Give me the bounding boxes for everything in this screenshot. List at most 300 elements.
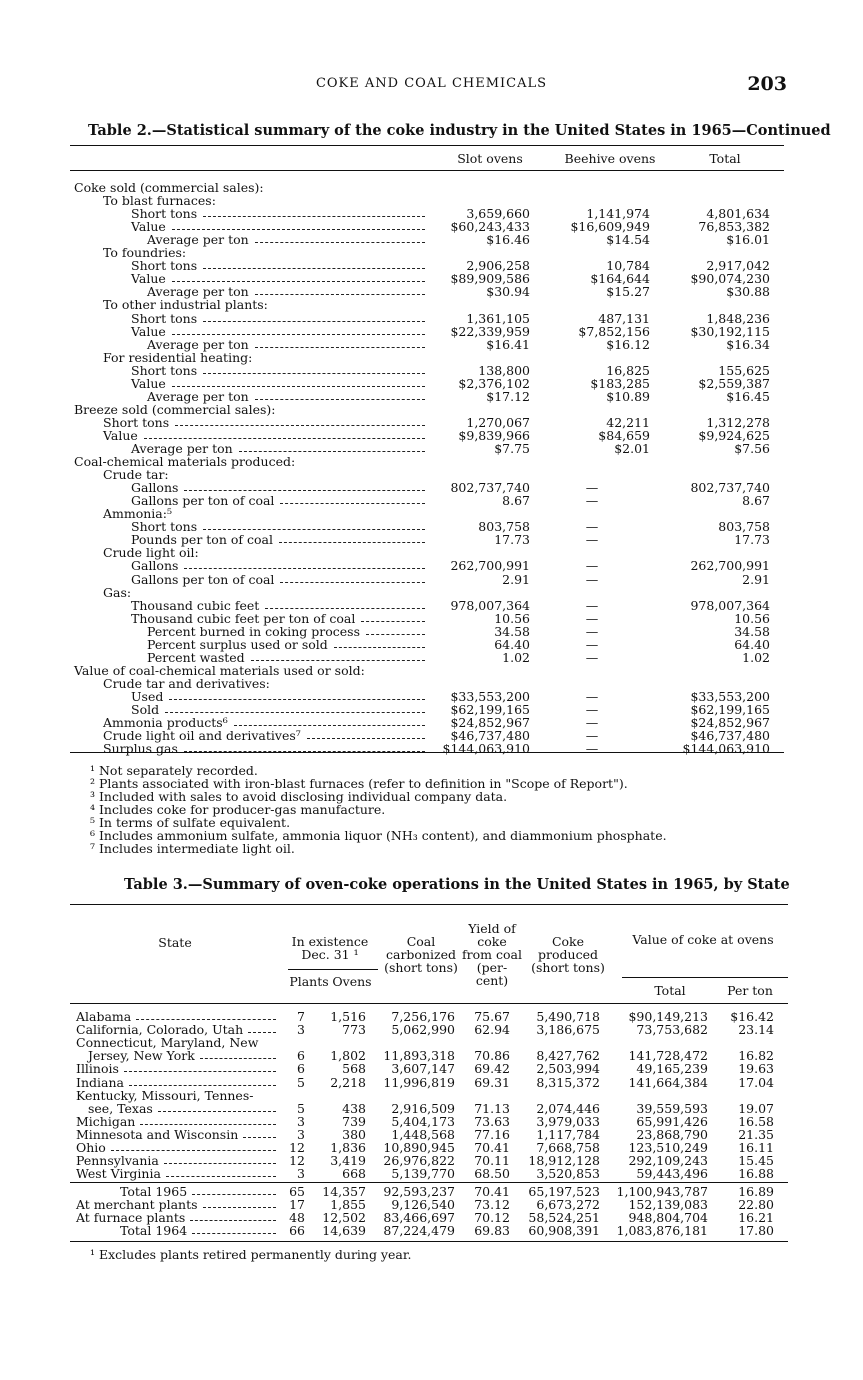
table2-row xyxy=(0,377,863,390)
cell-value: 71.13 xyxy=(474,1100,510,1116)
table2-row xyxy=(0,703,863,716)
cell-value: 668 xyxy=(342,1166,366,1182)
table2-row xyxy=(0,364,863,377)
table2-row xyxy=(0,690,863,703)
footnote: ² Plants associated with iron-blast furnaces (refer to definition in "Scope of Report"). xyxy=(90,776,628,791)
cell-value: 141,728,472 xyxy=(628,1048,708,1064)
cell-value: 1.02 xyxy=(742,649,770,665)
cell-value: $30.94 xyxy=(486,284,530,300)
cell-value: 1,141,974 xyxy=(586,206,650,222)
cell-value: — xyxy=(585,741,599,757)
cell-value: 87,224,479 xyxy=(383,1223,455,1239)
cell-value: 10.56 xyxy=(494,610,530,626)
cell-value: 803,758 xyxy=(718,519,770,535)
table2-row xyxy=(0,338,863,351)
row-label: Percent wasted xyxy=(147,649,245,665)
cell-value: $16.45 xyxy=(726,388,770,404)
cell-value: 34.58 xyxy=(494,623,530,639)
table2-row xyxy=(0,298,863,311)
state-name: Michigan xyxy=(76,1113,136,1129)
cell-value: 77.16 xyxy=(474,1126,510,1142)
table3-head-total: Total xyxy=(654,983,686,998)
row-label: Average per ton xyxy=(147,232,249,248)
cell-value: 12 xyxy=(289,1153,305,1169)
table2-row xyxy=(0,468,863,481)
cell-value: 1,448,568 xyxy=(391,1126,455,1142)
cell-value: 2,906,258 xyxy=(466,258,530,274)
cell-value: 2,503,994 xyxy=(536,1061,600,1077)
leader-dots xyxy=(203,321,425,322)
cell-value: 70.41 xyxy=(474,1140,510,1155)
cell-value: 3,979,033 xyxy=(536,1113,600,1129)
cell-value: 141,664,384 xyxy=(628,1074,708,1090)
table2-title: Table 2.—Statistical summary of the coke industry in the United States in 1965—Continued xyxy=(88,122,831,139)
cell-value: 8,315,372 xyxy=(536,1074,600,1090)
table3-row xyxy=(0,1076,863,1089)
cell-value: 9,126,540 xyxy=(391,1196,455,1212)
cell-value: 3 xyxy=(297,1126,305,1142)
leader-dots xyxy=(144,438,425,439)
cell-value: 438 xyxy=(342,1100,366,1116)
cell-value: 17.73 xyxy=(734,532,770,548)
table3-row xyxy=(0,1115,863,1128)
table3-header-rule xyxy=(70,1003,788,1004)
footnote: ⁶ Includes ammonium sulfate, ammonia liquor (NH₃ content), and diammonium phosphate. xyxy=(90,828,667,843)
footnote: ¹ Not separately recorded. xyxy=(90,763,258,778)
table3-row xyxy=(0,1128,863,1141)
cell-value: 1,117,784 xyxy=(536,1126,600,1142)
cell-value: 16.21 xyxy=(738,1210,774,1226)
cell-value: $89,909,586 xyxy=(450,271,530,287)
cell-value: 23,868,790 xyxy=(636,1126,708,1142)
cell-value: 487,131 xyxy=(598,310,650,326)
footnote: ⁷ Includes intermediate light oil. xyxy=(90,841,295,856)
cell-value: 42,211 xyxy=(606,414,650,430)
cell-value: $183,285 xyxy=(590,375,650,391)
table2-row xyxy=(0,233,863,246)
cell-value: 70.12 xyxy=(474,1210,510,1226)
cell-value: 8.67 xyxy=(502,493,530,509)
table2-row xyxy=(0,220,863,233)
cell-value: $33,553,200 xyxy=(690,688,770,704)
cell-value: 3 xyxy=(297,1166,305,1182)
cell-value: 978,007,364 xyxy=(690,597,770,613)
cell-value: $7,852,156 xyxy=(578,323,650,339)
cell-value: 568 xyxy=(342,1061,366,1077)
table3-row xyxy=(0,1010,863,1023)
cell-value: $16.42 xyxy=(730,1009,774,1024)
leader-dots xyxy=(280,503,425,504)
row-label: Ammonia products⁶ xyxy=(103,715,228,731)
table2-row xyxy=(0,481,863,494)
row-label: To foundries: xyxy=(103,245,187,261)
row-label: Sold xyxy=(131,702,160,717)
cell-value: $2,559,387 xyxy=(698,375,770,391)
cell-value: 10,890,945 xyxy=(383,1140,455,1155)
cell-value: 11,996,819 xyxy=(383,1074,455,1090)
cell-value: $46,737,480 xyxy=(450,728,530,744)
cell-value: 69.42 xyxy=(474,1061,510,1077)
table3-footnote: ¹ Excludes plants retired permanently during year. xyxy=(90,1247,412,1262)
table3-value-rule xyxy=(622,977,788,978)
total-label: Total 1964 xyxy=(120,1223,188,1239)
cell-value: 6 xyxy=(297,1061,305,1077)
table3-head-ovens: Ovens xyxy=(332,974,372,989)
cell-value: — xyxy=(585,571,599,587)
row-label: Gallons per ton of coal xyxy=(131,571,275,587)
leader-dots xyxy=(203,529,425,530)
table2-row xyxy=(0,455,863,468)
cell-value: 155,625 xyxy=(718,362,770,378)
cell-value: $16.01 xyxy=(726,232,770,248)
state-name: Alabama xyxy=(76,1009,132,1024)
cell-value: 802,737,740 xyxy=(690,480,770,496)
cell-value: 70.86 xyxy=(474,1048,510,1064)
cell-value: 773 xyxy=(342,1022,366,1038)
cell-value: 3,659,660 xyxy=(466,206,530,222)
table2-row xyxy=(0,651,863,664)
row-label: Crude light oil and derivatives⁷ xyxy=(103,728,301,744)
table2-col-total: Total xyxy=(709,151,741,166)
cell-value: 19.07 xyxy=(738,1100,774,1116)
table3-head-plants: Plants xyxy=(289,974,329,989)
cell-value: — xyxy=(585,532,599,548)
row-label: Value xyxy=(103,427,138,443)
cell-value: $30.88 xyxy=(726,284,770,300)
total-label: Total 1965 xyxy=(120,1183,188,1199)
cell-value: 75.67 xyxy=(474,1009,510,1024)
cell-value: 16.58 xyxy=(738,1113,774,1129)
table2-top-rule xyxy=(70,145,784,146)
cell-value: 1,836 xyxy=(330,1140,366,1155)
cell-value: 18,912,128 xyxy=(528,1153,600,1169)
leader-dots xyxy=(307,738,425,739)
table2-row xyxy=(0,520,863,533)
state-name: Jersey, New York xyxy=(88,1048,195,1064)
table2-col-slot: Slot ovens xyxy=(457,151,523,166)
cell-value: 262,700,991 xyxy=(450,558,530,574)
row-label: Short tons xyxy=(131,258,198,274)
table3-total-row xyxy=(0,1185,863,1198)
cell-value: 739 xyxy=(342,1113,366,1129)
footnote: ⁵ In terms of sulfate equivalent. xyxy=(90,815,291,830)
cell-value: $16.34 xyxy=(726,336,770,352)
page-number: 203 xyxy=(747,73,787,95)
cell-value: 1,270,067 xyxy=(466,414,530,430)
leader-dots xyxy=(239,451,425,452)
row-label: Short tons xyxy=(131,362,198,378)
leader-dots xyxy=(172,281,425,282)
leader-dots xyxy=(255,347,425,348)
row-label: To blast furnaces: xyxy=(103,193,216,209)
cell-value: 62.94 xyxy=(474,1022,510,1038)
cell-value: 92,593,237 xyxy=(383,1183,455,1199)
table2-row xyxy=(0,429,863,442)
cell-value: 2.91 xyxy=(742,571,770,587)
table2-row xyxy=(0,586,863,599)
cell-value: — xyxy=(585,715,599,731)
table3-head-value: Value of coke at ovens xyxy=(632,932,774,947)
table3-head-per-ton: Per ton xyxy=(727,983,773,998)
cell-value: 17 xyxy=(289,1196,305,1212)
table2-row xyxy=(0,742,863,755)
row-label: Value of coal-chemical materials used or sold: xyxy=(74,662,365,678)
cell-value: $90,074,230 xyxy=(690,271,770,287)
cell-value: 66 xyxy=(289,1223,305,1239)
table2-row xyxy=(0,325,863,338)
cell-value: 22.80 xyxy=(738,1196,774,1212)
table2-row xyxy=(0,533,863,546)
cell-value: $30,192,115 xyxy=(690,323,770,339)
cell-value: 70.11 xyxy=(474,1153,510,1169)
row-label: Coal-chemical materials produced: xyxy=(74,454,296,470)
cell-value: 7,668,758 xyxy=(536,1140,600,1155)
leader-dots xyxy=(255,242,425,243)
state-name: Minnesota and Wisconsin xyxy=(76,1126,239,1142)
cell-value: 60,908,391 xyxy=(528,1223,600,1239)
table3-head-coke-produced: Coke produced (short tons) xyxy=(531,934,605,975)
row-label: Thousand cubic feet per ton of coal xyxy=(131,610,356,626)
cell-value: 12 xyxy=(289,1140,305,1155)
cell-value: $33,553,200 xyxy=(450,688,530,704)
table2-row xyxy=(0,351,863,364)
table3-total-row xyxy=(0,1198,863,1211)
table3-row xyxy=(0,1102,863,1115)
leader-dots xyxy=(172,334,425,335)
state-name: Illinois xyxy=(76,1061,119,1077)
leader-dots xyxy=(184,490,425,491)
cell-value: 12,502 xyxy=(322,1210,366,1226)
table2-row xyxy=(0,246,863,259)
cell-value: 2.91 xyxy=(502,571,530,587)
cell-value: 59,443,496 xyxy=(636,1166,708,1182)
cell-value: 8.67 xyxy=(742,493,770,509)
cell-value: — xyxy=(585,688,599,704)
row-label: For residential heating: xyxy=(103,349,253,365)
cell-value: 5,404,173 xyxy=(391,1113,455,1129)
cell-value: 3,186,675 xyxy=(536,1022,600,1038)
cell-value: 73.12 xyxy=(474,1196,510,1212)
cell-value: $24,852,967 xyxy=(690,715,770,731)
table3-row xyxy=(0,1023,863,1036)
leader-dots xyxy=(172,386,425,387)
row-label: Crude tar and derivatives: xyxy=(103,675,270,691)
state-name: Ohio xyxy=(76,1140,106,1155)
cell-value: 1,802 xyxy=(330,1048,366,1064)
leader-dots xyxy=(184,568,425,569)
cell-value: 123,510,249 xyxy=(628,1140,708,1155)
row-label: Average per ton xyxy=(147,336,249,352)
leader-dots xyxy=(255,294,425,295)
table3-row xyxy=(0,1062,863,1075)
cell-value: 11,893,318 xyxy=(383,1048,455,1064)
cell-value: $2.01 xyxy=(614,441,650,456)
cell-value: 58,524,251 xyxy=(528,1210,600,1226)
cell-value: 8,427,762 xyxy=(536,1048,600,1064)
cell-value: 16,825 xyxy=(606,362,650,378)
cell-value: 1.02 xyxy=(502,649,530,665)
row-label: Average per ton xyxy=(147,284,249,300)
cell-value: 68.50 xyxy=(474,1166,510,1182)
leader-dots xyxy=(279,542,425,543)
cell-value: $9,924,625 xyxy=(698,427,770,443)
cell-value: 3,520,853 xyxy=(536,1166,600,1182)
cell-value: 65,991,426 xyxy=(636,1113,708,1129)
cell-value: $17.12 xyxy=(486,388,530,404)
cell-value: — xyxy=(585,558,599,574)
cell-value: 15.45 xyxy=(738,1153,774,1169)
cell-value: 948,804,704 xyxy=(628,1210,708,1226)
cell-value: 5 xyxy=(297,1100,305,1116)
row-label: Short tons xyxy=(131,310,198,326)
row-label: Percent burned in coking process xyxy=(147,623,360,639)
table3-row xyxy=(0,1089,863,1102)
cell-value: 14,357 xyxy=(322,1183,366,1199)
cell-value: 69.83 xyxy=(474,1223,510,1239)
table2-row xyxy=(0,285,863,298)
cell-value: $90,149,213 xyxy=(628,1009,708,1024)
state-name: Pennsylvania xyxy=(76,1153,159,1169)
table3-row xyxy=(0,1036,863,1049)
table2-row xyxy=(0,599,863,612)
row-label: Percent surplus used or sold xyxy=(147,636,328,652)
cell-value: 70.41 xyxy=(474,1183,510,1199)
row-label: Ammonia:⁵ xyxy=(103,506,172,522)
state-name: Connecticut, Maryland, New xyxy=(76,1035,259,1051)
cell-value: $16.46 xyxy=(486,232,530,248)
table2-row xyxy=(0,259,863,272)
cell-value: 262,700,991 xyxy=(690,558,770,574)
leader-dots xyxy=(169,699,425,700)
leader-dots xyxy=(234,725,425,726)
cell-value: 23.14 xyxy=(738,1022,774,1038)
cell-value: $22,339,959 xyxy=(450,323,530,339)
cell-value: 16.89 xyxy=(738,1183,774,1199)
cell-value: 5 xyxy=(297,1074,305,1090)
row-label: Gallons xyxy=(131,480,179,496)
table2-row xyxy=(0,312,863,325)
table3-row xyxy=(0,1154,863,1167)
table2-row xyxy=(0,677,863,690)
cell-value: 3,607,147 xyxy=(391,1061,455,1077)
row-label: Gas: xyxy=(103,584,132,600)
cell-value: 3 xyxy=(297,1113,305,1129)
cell-value: 10.56 xyxy=(734,610,770,626)
cell-value: 48 xyxy=(289,1210,305,1226)
table2-row xyxy=(0,546,863,559)
cell-value: — xyxy=(585,623,599,639)
cell-value: 17.80 xyxy=(738,1223,774,1239)
cell-value: $24,852,967 xyxy=(450,715,530,731)
row-label: Short tons xyxy=(131,519,198,535)
cell-value: 3,419 xyxy=(330,1153,366,1169)
leader-dots xyxy=(255,399,425,400)
cell-value: $16.41 xyxy=(486,336,530,352)
row-label: Gallons per ton of coal xyxy=(131,493,275,509)
cell-value: 65 xyxy=(289,1183,305,1199)
row-label: Crude light oil: xyxy=(103,545,199,561)
table3-total-row xyxy=(0,1211,863,1224)
cell-value: 64.40 xyxy=(734,636,770,652)
total-label: At furnace plants xyxy=(76,1210,186,1226)
leader-dots xyxy=(203,216,425,217)
table3-in-existence-rule xyxy=(288,969,378,970)
footnote: ³ Included with sales to avoid disclosing individual company data. xyxy=(90,789,508,804)
table3-head-in-existence: In existence Dec. 31 ¹ xyxy=(291,934,369,962)
leader-dots xyxy=(175,425,425,426)
cell-value: 1,100,943,787 xyxy=(616,1183,708,1199)
state-name: Kentucky, Missouri, Tennes- xyxy=(76,1087,254,1103)
cell-value: 380 xyxy=(342,1126,366,1142)
table2-row xyxy=(0,638,863,651)
cell-value: $9,839,966 xyxy=(458,427,530,443)
table3-row xyxy=(0,1167,863,1180)
table2-row xyxy=(0,507,863,520)
cell-value: $46,737,480 xyxy=(690,728,770,744)
cell-value: 5,139,770 xyxy=(391,1166,455,1182)
cell-value: — xyxy=(585,597,599,613)
table2-row xyxy=(0,403,863,416)
cell-value: — xyxy=(585,493,599,509)
table2-row xyxy=(0,181,863,194)
cell-value: $62,199,165 xyxy=(450,702,530,717)
cell-value: $7.56 xyxy=(734,441,770,456)
table3-subtotal-rule xyxy=(70,1182,788,1183)
total-label: At merchant plants xyxy=(76,1196,198,1212)
cell-value: 2,218 xyxy=(330,1074,366,1090)
cell-value: 1,855 xyxy=(330,1196,366,1212)
row-label: Surplus gas xyxy=(103,741,178,757)
table2-bottom-rule xyxy=(70,752,784,753)
cell-value: $10.89 xyxy=(606,388,650,404)
table3-bottom-rule xyxy=(70,1241,788,1242)
table2-col-beehive: Beehive ovens xyxy=(564,151,656,166)
state-name: see, Texas xyxy=(88,1100,153,1116)
cell-value: 138,800 xyxy=(478,362,530,378)
table2-row xyxy=(0,573,863,586)
cell-value: 17.73 xyxy=(494,532,530,548)
cell-value: — xyxy=(585,519,599,535)
state-name: California, Colorado, Utah xyxy=(76,1022,244,1038)
state-name: West Virginia xyxy=(76,1166,161,1182)
cell-value: 292,109,243 xyxy=(628,1153,708,1169)
leader-dots xyxy=(203,268,425,269)
cell-value: $144,063,910 xyxy=(442,741,530,757)
table3-total-row xyxy=(0,1224,863,1237)
cell-value: 6,673,272 xyxy=(536,1196,600,1212)
table2-row xyxy=(0,612,863,625)
table2-row xyxy=(0,194,863,207)
row-label: Value xyxy=(131,271,166,287)
cell-value: 16.88 xyxy=(738,1166,774,1182)
cell-value: 83,466,697 xyxy=(383,1210,455,1226)
leader-dots xyxy=(280,582,425,583)
cell-value: 26,976,822 xyxy=(383,1153,455,1169)
cell-value: $60,243,433 xyxy=(450,219,530,235)
row-label: Pounds per ton of coal xyxy=(131,532,273,548)
table3-row xyxy=(0,1141,863,1154)
cell-value: 49,165,239 xyxy=(636,1061,708,1077)
table3-top-rule xyxy=(70,904,788,905)
table2-row xyxy=(0,664,863,677)
row-label: Average per ton xyxy=(147,388,249,404)
running-head: COKE AND COAL CHEMICALS xyxy=(315,76,548,91)
table3-head-state: State xyxy=(158,935,192,950)
row-label: Coke sold (commercial sales): xyxy=(74,180,264,195)
cell-value: $144,063,910 xyxy=(682,741,770,757)
cell-value: — xyxy=(585,728,599,744)
table2-row xyxy=(0,625,863,638)
